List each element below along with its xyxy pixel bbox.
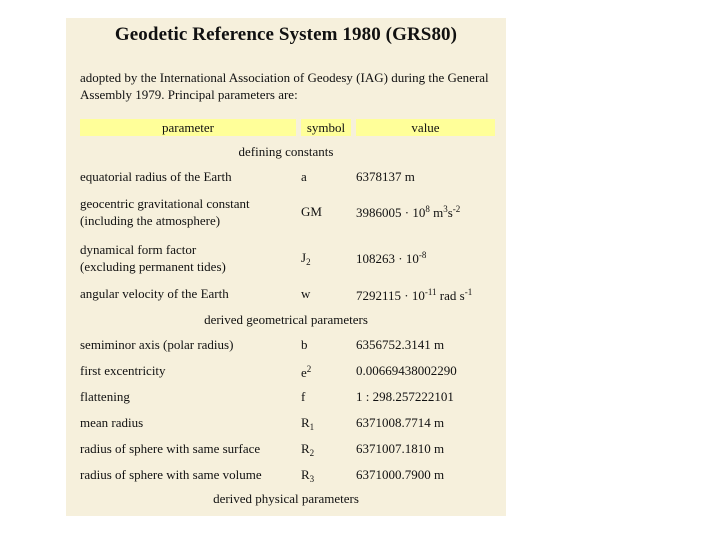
symbol-f: f [301, 389, 306, 404]
param-first-excentricity: first excentricity [80, 363, 166, 378]
value-first-excentricity: 0.00669438002290 [356, 363, 457, 378]
param-semiminor-axis: semiminor axis (polar radius) [80, 337, 234, 352]
section-defining-constants: defining constants [238, 144, 334, 159]
header-symbol: symbol [301, 119, 351, 136]
param-equatorial-radius: equatorial radius of the Earth [80, 169, 232, 184]
param-mean-radius: mean radius [80, 415, 144, 430]
value-j2: $108263 \cdot 10^{-8}$ [356, 250, 427, 266]
symbol-j2: $J_2$ [301, 250, 311, 267]
param-j2-line1: dynamical form factor [80, 242, 197, 257]
symbol-w: w [301, 286, 311, 301]
header-parameter: parameter [80, 119, 296, 136]
value-mean-radius: 6371008.7714 m [356, 415, 445, 430]
intro-text: adopted by the International Association of Geodesy (IAG) during the General Assembly 1979. Principal parameters are: [80, 70, 489, 102]
param-gm-line2: (including the atmosphere) [80, 213, 221, 228]
symbol-e2: $e^2$ [301, 364, 312, 380]
section-derived-physical: derived physical parameters [213, 491, 359, 506]
symbol-r3: $R_3$ [301, 467, 315, 484]
document-panel [66, 18, 506, 516]
value-radius-same-volume: 6371000.7900 m [356, 467, 445, 482]
value-radius-same-surface: 6371007.1810 m [356, 441, 445, 456]
param-gm-line1: geocentric gravitational constant [80, 196, 250, 211]
value-angular-velocity: $7292115 \cdot 10^{-11}$ rad $s^{-1}$ [356, 287, 473, 303]
symbol-r2: $R_2$ [301, 441, 315, 458]
param-radius-same-surface: radius of sphere with same surface [80, 441, 261, 456]
param-flattening: flattening [80, 389, 130, 404]
symbol-b: b [301, 337, 308, 352]
value-semiminor-axis: 6356752.3141 m [356, 337, 445, 352]
page-title: Geodetic Reference System 1980 (GRS80) [114, 24, 458, 45]
value-gm: $3986005 \cdot 10^8$ $m^3s^{-2}$ [356, 204, 461, 220]
value-flattening: 1 : 298.257222101 [356, 389, 454, 404]
param-radius-same-volume: radius of sphere with same volume [80, 467, 262, 482]
symbol-a: a [301, 169, 307, 184]
section-derived-geometrical: derived geometrical parameters [204, 312, 368, 327]
symbol-r1: $R_1$ [301, 415, 315, 432]
param-angular-velocity: angular velocity of the Earth [80, 286, 229, 301]
value-equatorial-radius: 6378137 m [356, 169, 415, 184]
param-j2-line2: (excluding permanent tides) [80, 259, 226, 274]
header-value: value [356, 119, 495, 136]
symbol-gm: GM [301, 204, 322, 219]
